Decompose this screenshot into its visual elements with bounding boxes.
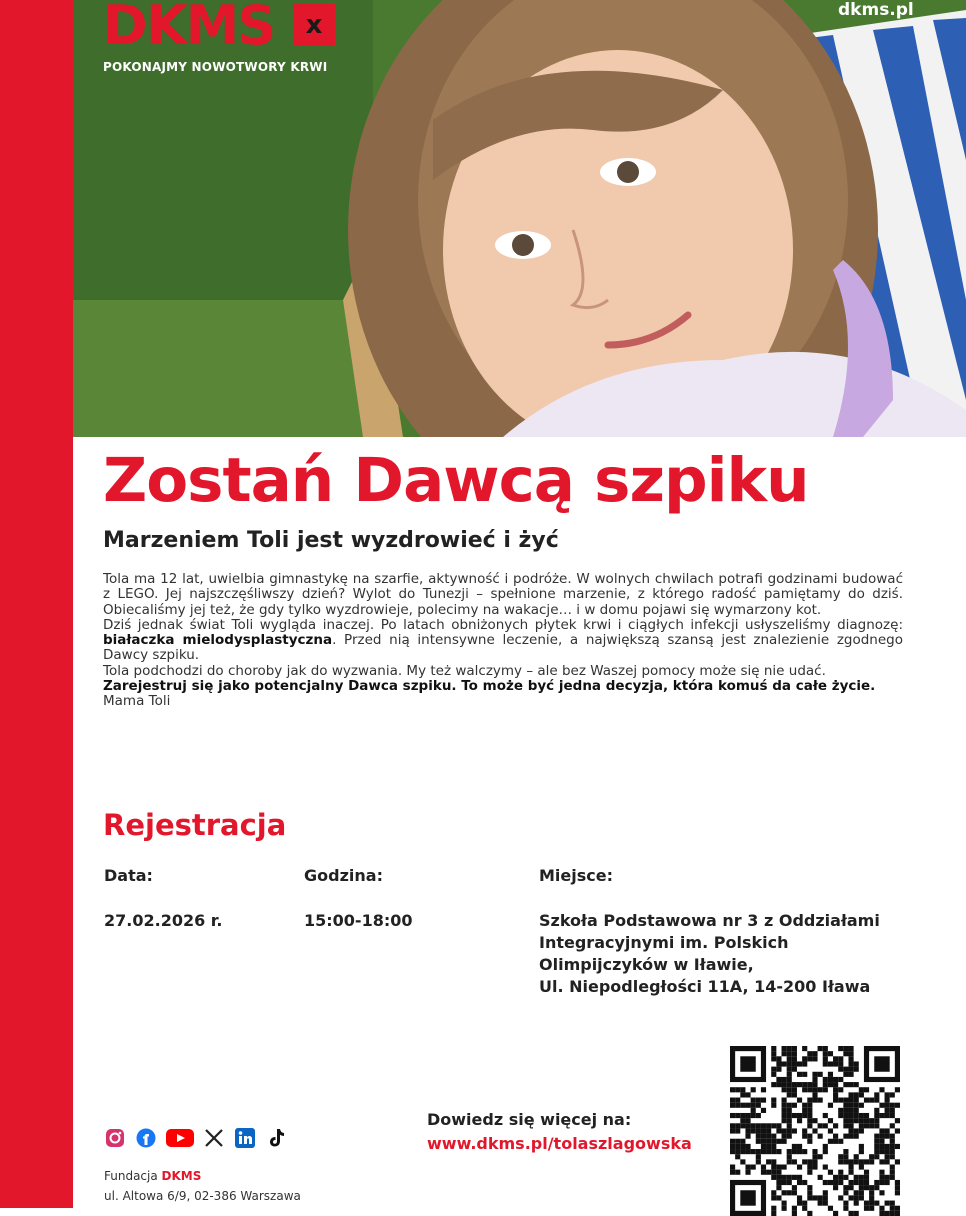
- place-value: [539, 910, 880, 998]
- left-red-bar: [0, 0, 73, 1208]
- date-label: Data:: [104, 866, 153, 885]
- place-label: Miejsce:: [539, 866, 613, 885]
- social-links: [104, 1127, 287, 1149]
- page-subtitle: Marzeniem Toli jest wyzdrowieć i żyć: [103, 528, 559, 553]
- story-paragraph-1: Tola ma 12 lat, uwielbia gimnastykę na szarfie, aktywność i podróże. W wolnych chwilach potrafi godzinami budować z LEGO. Jej najszczęśliwszy dzień? Wylot do Tunezji – spełnione marzenie, z którego radość pamiętamy do dziś. Obiecaliśmy jej też, że gdy tylko wyzdrowieje, polecimy na wakacje… i w domu pojawi się wymarzony kot.: [103, 571, 903, 618]
- story-call-to-action: Zarejestruj się jako potencjalny Dawca szpiku. To może być jedna decyzja, która komuś da całe życie.: [103, 678, 876, 695]
- place-line: Szkoła Podstawowa nr 3 z Oddziałami: [539, 911, 880, 930]
- foundation-address: ul. Altowa 6/9, 02-386 Warszawa: [104, 1189, 301, 1203]
- brand-tagline: POKONAJMY NOWOTWORY KRWI: [103, 60, 328, 74]
- diagnosis-bold: białaczka mielodysplastyczna: [103, 632, 333, 649]
- dkms-logo: [103, 0, 348, 80]
- foundation-info: [104, 1166, 301, 1206]
- instagram-icon[interactable]: [104, 1127, 126, 1149]
- place-line: Ul. Niepodległości 11A, 14-200 Iława: [539, 977, 871, 996]
- story-paragraph-3: Tola podchodzi do choroby jak do wyzwania. My też walczymy – ale bez Waszej pomocy może się nie udać.: [103, 662, 826, 679]
- time-label: Godzina:: [304, 866, 383, 885]
- website-label[interactable]: dkms.pl: [838, 0, 914, 20]
- youtube-icon[interactable]: [166, 1127, 194, 1149]
- registration-title: Rejestracja: [103, 808, 287, 842]
- tiktok-icon[interactable]: [265, 1127, 287, 1149]
- qr-code[interactable]: [730, 1046, 900, 1216]
- linkedin-icon[interactable]: [234, 1127, 256, 1149]
- x-icon[interactable]: [203, 1127, 225, 1149]
- brand-wordmark: DKMS: [103, 0, 275, 57]
- place-line: Olimpijczyków w Iławie,: [539, 955, 754, 974]
- facebook-icon[interactable]: [135, 1127, 157, 1149]
- foundation-name-line: Fundacja DKMS: [104, 1169, 202, 1183]
- learn-more-link[interactable]: www.dkms.pl/tolaszlagowska: [427, 1134, 692, 1153]
- story-text: [103, 572, 903, 710]
- date-value: 27.02.2026 r.: [104, 911, 223, 930]
- page-title: Zostań Dawcą szpiku: [103, 445, 809, 516]
- time-value: 15:00-18:00: [304, 911, 413, 930]
- story-paragraph-2: Dziś jednak świat Toli wygląda inaczej. Po latach obniżonych płytek krwi i ciągłych infekcji usłyszeliśmy diagnozę: białaczka mielodysplastyczna. Przed nią intensywne leczenie, a największą szansą jest znalezienie zgodnego Dawcy szpiku.: [103, 616, 903, 664]
- learn-more-label: Dowiedz się więcej na:: [427, 1110, 632, 1129]
- story-signature: Mama Toli: [103, 693, 171, 710]
- place-line: Integracyjnymi im. Polskich: [539, 933, 789, 952]
- brand-x-mark: x: [293, 4, 335, 46]
